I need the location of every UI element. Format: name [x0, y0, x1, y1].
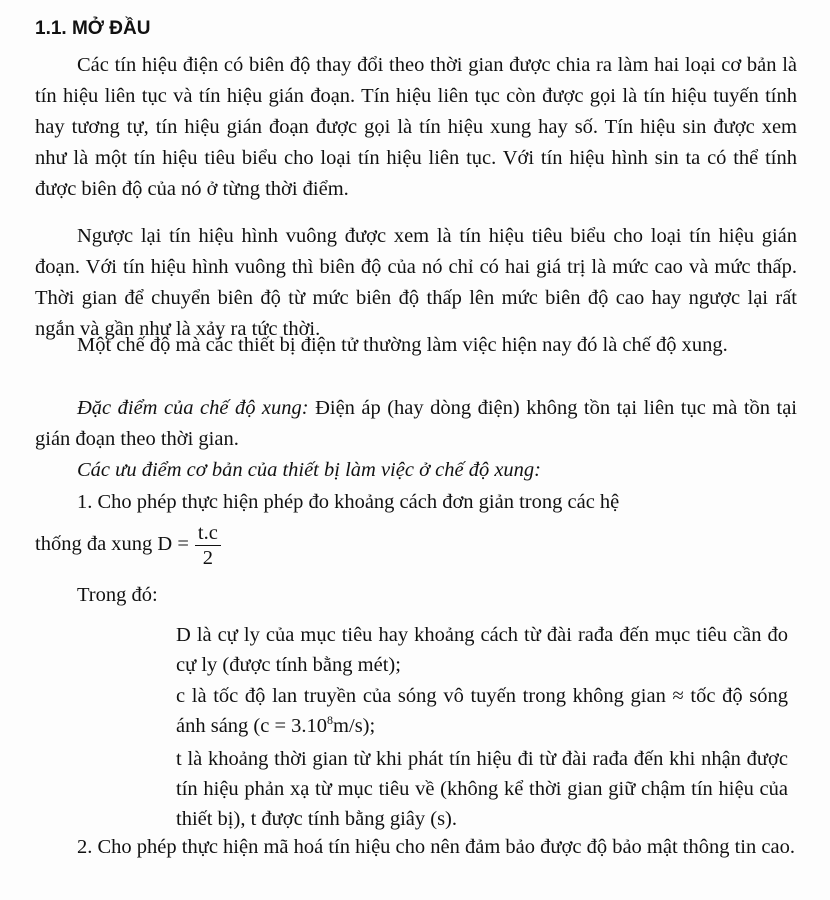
paragraph-pulse-characteristics: [35, 393, 797, 455]
characteristics-label: Đặc điểm của chế độ xung:: [77, 397, 309, 419]
definition-t: t là khoảng thời gian từ khi phát tín hiệu đi từ đài rađa đến khi nhận được tín hiệu phản xạ từ mục tiêu về (không kể thời gian giữ chậm tín hiệu của thiết bị), t được tính bằng giây (s).: [176, 748, 788, 830]
formula-denominator: 2: [202, 547, 213, 569]
section-heading: 1.1. MỞ ĐẦU: [35, 18, 151, 39]
paragraph-advantages-title: Các ưu điểm cơ bản của thiết bị làm việc ở chế độ xung:: [77, 459, 542, 481]
formula-fraction: [195, 521, 221, 570]
distance-formula: [35, 521, 221, 570]
paragraph-square-signal: Ngược lại tín hiệu hình vuông được xem là tín hiệu tiêu biểu cho loại tín hiệu gián đoạn. Với tín hiệu hình vuông thì biên độ của nó chỉ có hai giá trị là mức cao và mức thấp. Thời gian để chuyển biên độ từ mức biên độ thấp lên mức biên độ cao hay ngược lại rất ngắn và gần như là xảy ra tức thời.: [35, 225, 797, 340]
where-label: Trong đó:: [77, 584, 158, 606]
paragraph-pulse-mode: Một chế độ mà các thiết bị điện tử thường làm việc hiện nay đó là chế độ xung.: [77, 334, 728, 356]
definition-c-text: c là tốc độ lan truyền của sóng vô tuyến trong không gian ≈ tốc độ sóng ánh sáng (c = 3.10: [176, 685, 788, 737]
characteristics-text: Điện áp (hay dòng điện) không tồn tại liên tục mà tồn tại gián đoạn theo thời gian.: [35, 397, 797, 450]
paragraph-intro: Các tín hiệu điện có biên độ thay đổi theo thời gian được chia ra làm hai loại cơ bản là tín hiệu liên tục và tín hiệu gián đoạn. Tín hiệu liên tục còn được gọi là tín hiệu tuyến tính hay tương tự, tín hiệu gián đoạn được gọi là tín hiệu xung hay số. Tín hiệu sin được xem như là một tín hiệu tiêu biểu cho loại tín hiệu liên tục. Với tín hiệu hình sin ta có thể tính được biên độ của nó ở từng thời điểm.: [35, 54, 797, 200]
definition-c-exponent: 8: [327, 713, 334, 728]
formula-numerator: t.c: [195, 521, 221, 546]
definition-c: [176, 681, 788, 741]
definition-d: D là cự ly của mục tiêu hay khoảng cách từ đài rađa đến mục tiêu cần đo cự ly (được tính bằng mét);: [176, 624, 788, 676]
formula-prefix: thống đa xung D =: [35, 533, 189, 556]
list-item-2: 2. Cho phép thực hiện mã hoá tín hiệu cho nên đảm bảo được độ bảo mật thông tin cao.: [77, 836, 795, 858]
definition-c-unit: m/s);: [333, 715, 376, 737]
list-item-1: 1. Cho phép thực hiện phép đo khoảng cách đơn giản trong các hệ: [77, 491, 620, 513]
